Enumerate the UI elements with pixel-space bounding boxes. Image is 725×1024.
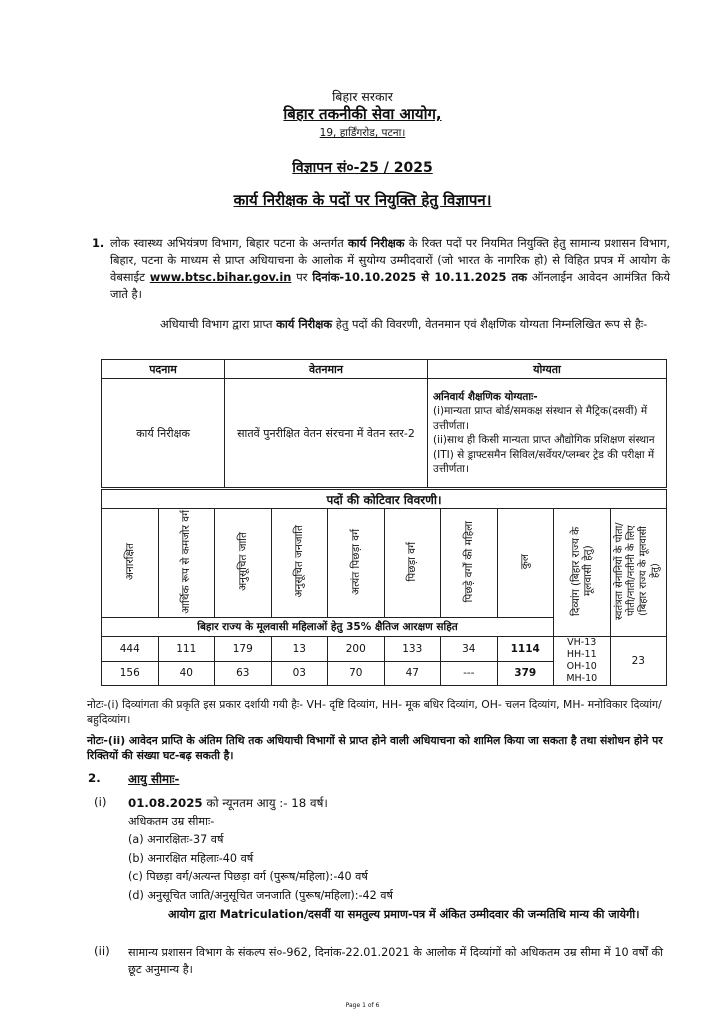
header-qualification: योग्यता: [428, 360, 667, 379]
advertisement-title-text: कार्य निरीक्षक के पदों पर नियुक्ति हेतु विज्ञापन।: [233, 191, 492, 209]
para1-line2-post: हेतु पदों की विवरणी, वेतनमान एवं शैक्षणिक योग्यता निम्नलिखित रूप से हैः-: [335, 317, 648, 331]
header-ews: आर्थिक रूप से कमजोर वर्ग: [158, 509, 215, 618]
post-details-table: [101, 359, 667, 488]
header-bc: पिछड़ा वर्ग: [384, 509, 441, 618]
age-section-title: आयु सीमाः-: [128, 772, 180, 786]
age-relaxation-text: सामान्य प्रशासन विभाग के संकल्प सं०-962, दिनांक-22.01.2021 के आलोक में दिव्यांगों को अधिकतम उम्र सीमा में 10 वर्षों की छूट अनुमान्य है।: [128, 946, 663, 976]
max-age-title: अधिकतम उम्र सीमाः-: [128, 815, 215, 828]
category-table-title: पदों की कोटिवार विवरणी।: [102, 490, 667, 509]
row1-sc: 179: [215, 637, 272, 662]
min-age-text: को न्यूनतम आयु :- 18 वर्ष।: [206, 796, 328, 810]
qualification-title: अनिवार्य शैक्षणिक योग्यताः-: [433, 390, 538, 403]
freedom-fighter-value: 23: [610, 637, 667, 686]
max-age-d: (d) अनुसूचित जाति/अनुसूचित जनजाति (पुरूष/महिला):-42 वर्ष: [128, 889, 393, 902]
advertisement-number: [0, 158, 725, 177]
min-age-line: [128, 795, 328, 811]
note-1: नोटः-(i) दिव्यांगता की प्रकृति इस प्रकार दर्शायी गयी हैः- VH- दृष्टि दिव्यांग, HH- मूक बधिर दिव्यांग, OH- चलन दिव्यांग, MH- मनोविकार दिव्यांग/बहुदिव्यांग।: [87, 698, 662, 726]
header-ebc: अत्यंत पिछड़ा वर्ग: [328, 509, 385, 618]
note-2: नोटः-(ii) आवेदन प्राप्ति के अंतिम तिथि तक अधियाची विभागों से प्राप्त होने वाली अधियाचना को शामिल किया जा सकता है तथा संशोधन होने पर रिक्तियों की संख्या घट-बढ़ सकती है।: [87, 734, 663, 762]
header-st: अनुसूचित जनजाति: [271, 509, 328, 618]
para1-line2: [110, 316, 670, 333]
website-link[interactable]: www.btsc.bihar.gov.in: [149, 270, 292, 284]
para1-line2-bold: कार्य निरीक्षक: [276, 317, 333, 331]
row1-bc-women: 34: [441, 637, 498, 662]
header-unreserved: अनारक्षित: [102, 509, 159, 618]
row2-ews: 40: [158, 661, 215, 686]
commission-address: [0, 126, 725, 140]
row2-ebc: 70: [328, 661, 385, 686]
header-bc-women: पिछड़े वर्गों की महिला: [441, 509, 498, 618]
application-dates: दिनांक-10.10.2025 से 10.11.2025 तक: [312, 270, 527, 284]
category-table: [101, 489, 667, 686]
header-post: पदनाम: [102, 360, 225, 379]
row1-ews: 111: [158, 637, 215, 662]
header-total: कुल: [497, 509, 554, 618]
divyang-values: VH-13 HH-11 OH-10 MH-10: [554, 637, 611, 686]
age-i-label: (i): [94, 795, 107, 809]
row2-unreserved: 156: [102, 661, 159, 686]
government-name: बिहार सरकार: [332, 89, 393, 104]
para1-number: 1.: [92, 236, 105, 250]
commission-name-text: बिहार तकनीकी सेवा आयोग,: [283, 105, 442, 123]
page-number: Page 1 of 6: [345, 1002, 380, 1009]
pay-scale: सातवें पुनरीक्षित वेतन संरचना में वेतन स्तर-2: [225, 379, 428, 488]
para1-end: ऑनलाईन आवेदन आमंत्रित किये जाते है।: [110, 270, 671, 301]
min-age-date: 01.08.2025: [128, 796, 203, 810]
header-sc: अनुसूचित जाति: [215, 509, 272, 618]
commission-name: [0, 104, 725, 124]
para1-post-bold: कार्य निरीक्षक: [347, 236, 405, 250]
header-freedom-fighter: स्वतंत्रता सेनानियों के पोता/पोती/नाती/नतीनी के लिए (बिहार राज्य के मूलवासी हेतु): [610, 509, 667, 637]
header-pay: वेतनमान: [225, 360, 428, 379]
para1-text: [110, 235, 670, 303]
row2-bc-women: ---: [441, 661, 498, 686]
commission-address-text: 19, हार्डिंगरोड, पटना।: [319, 127, 406, 139]
age-section-number: 2.: [88, 771, 101, 785]
age-ii-label: (ii): [94, 944, 110, 958]
row1-unreserved: 444: [102, 637, 159, 662]
para1-on: पर: [296, 270, 308, 284]
para1-pre: लोक स्वास्थ्य अभियंत्रण विभाग, बिहार पटना के अन्तर्गत: [110, 236, 344, 250]
advertisement-number-text: विज्ञापन सं०-25 / 2025: [292, 160, 433, 176]
row1-st: 13: [271, 637, 328, 662]
qualification-2: (ii)साथ ही किसी मान्यता प्राप्त औद्योगिक प्रशिक्षण संस्थान (ITI) से ड्राफ्टसमैन सिविल/सर्वेयर/प्लम्बर ट्रेड की परीक्षा में उत्तीर्णता।: [433, 434, 655, 475]
max-age-a: (a) अनारक्षितः-37 वर्ष: [128, 833, 224, 846]
row2-bc: 47: [384, 661, 441, 686]
row1-ebc: 200: [328, 637, 385, 662]
advertisement-title: [0, 190, 725, 210]
row2-total: 379: [497, 661, 554, 686]
matriculation-note: आयोग द्वारा Matriculation/दसवीं या समतुल्य प्रमाण-पत्र में अंकित उम्मीदवार की जन्मतिथि मान्य की जायेगी।: [168, 908, 640, 921]
qualification-cell: [428, 379, 667, 488]
para1-line2-pre: अधियाची विभाग द्वारा प्राप्त: [160, 317, 273, 331]
header-divyang: दिव्यांग (बिहार राज्य के मूलवासी हेतु): [554, 509, 611, 637]
row2-st: 03: [271, 661, 328, 686]
women-reservation-note: बिहार राज्य के मूलवासी महिलाओं हेतु 35% क्षैतिज आरक्षण सहित: [102, 618, 554, 637]
para1-mid: के रिक्त पदों पर नियमित नियुक्ति हेतु सामान्य प्रशासन विभाग, बिहार, पटना के माध्यम से प्राप्त अधियाचना के आलोक में सुयोग्य उम्मीदवारों (जो भारत के नागरिक हो) से विहित प्रपत्र में आयोग के वेबसाईट: [110, 236, 671, 284]
post-name: कार्य निरीक्षक: [102, 379, 225, 488]
row1-bc: 133: [384, 637, 441, 662]
row1-total: 1114: [497, 637, 554, 662]
row2-sc: 63: [215, 661, 272, 686]
max-age-b: (b) अनारक्षित महिलाः-40 वर्ष: [128, 852, 254, 865]
max-age-c: (c) पिछड़ा वर्ग/अत्यन्त पिछड़ा वर्ग (पुरूष/महिला):-40 वर्ष: [128, 870, 368, 883]
qualification-1: (i)मान्यता प्राप्त बोर्ड/समकक्ष संस्थान से मैट्रिक(दसवीं) में उत्तीर्णता।: [433, 405, 648, 432]
